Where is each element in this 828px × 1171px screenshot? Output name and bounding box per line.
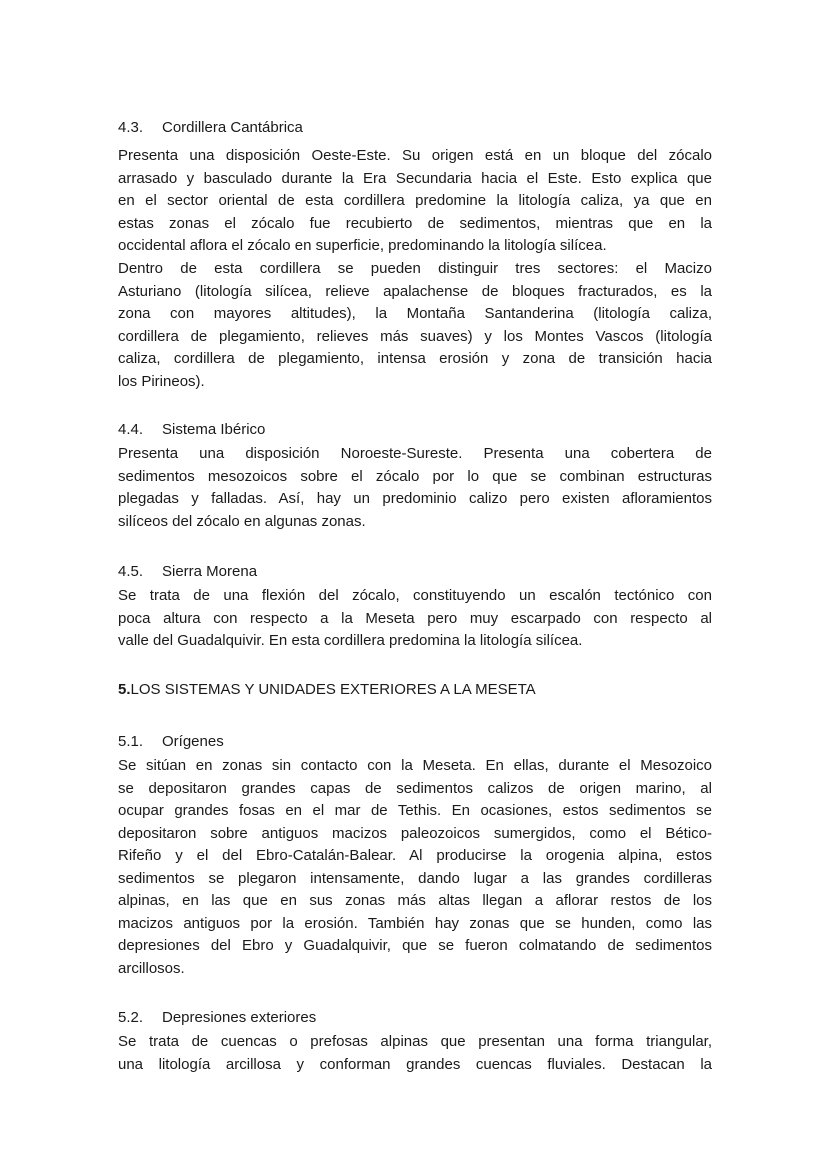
section-number: 4.3.: [118, 119, 144, 136]
text-line: Presenta una disposición Oeste-Este. Su origen está en un bloque del zócalo: [118, 147, 712, 164]
paragraph: [118, 145, 712, 258]
text-line: valle del Guadalquivir. En esta cordillera predomina la litología silícea.: [118, 632, 583, 649]
text-line: en el sector oriental de esta cordillera predomine la litología caliza, ya que en: [118, 192, 712, 209]
section-title: Cordillera Cantábrica: [162, 119, 303, 136]
section-number: 4.5.: [118, 563, 144, 580]
section-number: 5.1.: [118, 733, 144, 750]
text-line: estas zonas el zócalo fue recubierto de sedimentos, mientras que en la: [118, 214, 712, 232]
text-line: occidental aflora el zócalo en superficie, predominando la litología silícea.: [118, 237, 607, 254]
section-title: Orígenes: [162, 733, 224, 750]
text-line: zona con mayores altitudes), la Montaña Santanderina (litología caliza,: [118, 305, 712, 322]
text-line: ocupar grandes fosas en el mar de Tethis. En ocasiones, estos sedimentos se: [118, 802, 712, 819]
section-5-1-heading: [118, 731, 712, 754]
section-title: Sierra Morena: [162, 563, 258, 580]
text-line: macizos antiguos por la erosión. También hay zonas que se hunden, como las: [118, 914, 712, 932]
text-line: poca altura con respecto a la Meseta pero muy escarpado con respecto al: [118, 609, 712, 627]
section-5-2-heading: [118, 1007, 712, 1030]
section-number: 5.2.: [118, 1009, 144, 1026]
text-line: depositaron sobre antiguos macizos paleozoicos sumergidos, como el Bético-: [118, 824, 712, 842]
text-line: Rifeño y el del Ebro-Catalán-Balear. Al producirse la orogenia alpina, estos: [118, 847, 712, 864]
text-line: Dentro de esta cordillera se pueden distinguir tres sectores: el Macizo: [118, 260, 712, 277]
text-line: silíceos del zócalo en algunas zonas.: [118, 512, 366, 530]
text-line: arcillosos.: [118, 959, 185, 977]
section-4-3-heading: [118, 117, 712, 140]
section-4-5-heading: [118, 561, 712, 584]
section-number: 5.: [118, 681, 131, 698]
text-line: cordillera de plegamiento, relieves más suaves) y los Montes Vascos (litología: [118, 327, 712, 345]
text-line: se depositaron grandes capas de sedimentos calizos de origen marino, al: [118, 779, 712, 797]
text-line: Se sitúan en zonas sin contacto con la Meseta. En ellas, durante el Mesozoico: [118, 757, 712, 774]
text-line: sedimentos se plegaron intensamente, dando lugar a las grandes cordilleras: [118, 869, 712, 887]
text-line: caliza, cordillera de plegamiento, intensa erosión y zona de transición hacia: [118, 350, 712, 367]
text-line: sedimentos mesozoicos sobre el zócalo por lo que se combinan estructuras: [118, 467, 712, 485]
section-title: Sistema Ibérico: [162, 421, 266, 438]
section-5-heading: [118, 679, 712, 702]
paragraph: [118, 1031, 712, 1076]
section-4-4-heading: [118, 419, 712, 442]
text-line: arrasado y basculado durante la Era Secundaria hacia el Este. Esto explica que: [118, 169, 712, 187]
text-line: Asturiano (litología silícea, relieve apalachense de bloques fracturados, es la: [118, 282, 712, 300]
section-title: LOS SISTEMAS Y UNIDADES EXTERIORES A LA MESETA: [130, 681, 536, 698]
text-line: Presenta una disposición Noroeste-Sureste. Presenta una cobertera de: [118, 445, 712, 462]
paragraph: [118, 443, 712, 533]
paragraph: [118, 258, 712, 393]
text-line: depresiones del Ebro y Guadalquivir, que se fueron colmatando de sedimentos: [118, 937, 712, 954]
text-line: los Pirineos).: [118, 372, 205, 390]
section-number: 4.4.: [118, 421, 144, 438]
paragraph: [118, 755, 712, 980]
text-line: plegadas y falladas. Así, hay un predominio calizo pero existen afloramientos: [118, 490, 712, 507]
paragraph: [118, 585, 712, 653]
text-line: Se trata de cuencas o prefosas alpinas que presentan una forma triangular,: [118, 1033, 712, 1050]
text-line: alpinas, en las que en sus zonas más altas llegan a aflorar restos de los: [118, 892, 712, 909]
text-line: una litología arcillosa y conforman grandes cuencas fluviales. Destacan la: [118, 1055, 712, 1073]
text-line: Se trata de una flexión del zócalo, constituyendo un escalón tectónico con: [118, 587, 712, 604]
section-title: Depresiones exteriores: [162, 1009, 317, 1026]
